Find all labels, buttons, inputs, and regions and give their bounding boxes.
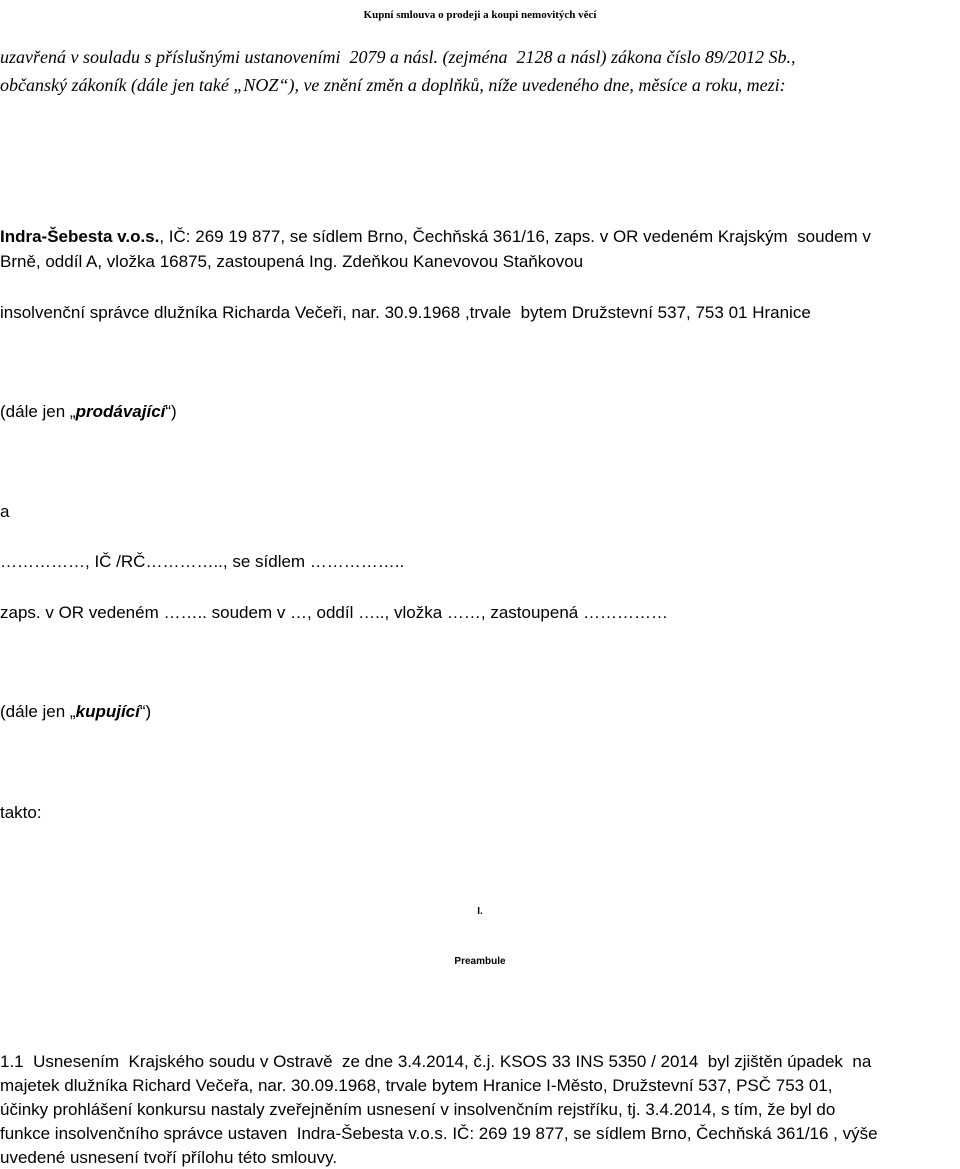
para-1-1-line-2: majetek dlužníka Richard Večeřa, nar. 30.09.1968, trvale bytem Hranice I-Město, Družstevní 537, PSČ 753 01,	[0, 1076, 833, 1095]
buyer-line-2: zaps. v OR vedeném …….. soudem v …, oddíl ….., vložka ……, zastoupená ……………	[0, 603, 668, 622]
intro-line-2: občanský zákoník (dále jen také „NOZ“), ve znění změn a doplňků, níže uvedeného dne, měsíce a roku, mezi:	[0, 75, 786, 95]
takto-label: takto:	[0, 803, 42, 822]
para-1-1-line-5: uvedené usnesení tvoří přílohu této smlouvy.	[0, 1148, 338, 1167]
seller-alias-prefix: (dále jen „	[0, 402, 76, 421]
buyer-alias-prefix: (dále jen „	[0, 702, 76, 721]
seller-line-1-rest: , IČ: 269 19 877, se sídlem Brno, Čechňská 361/16, zaps. v OR vedeném Krajským soudem v	[159, 227, 871, 246]
seller-alias-term: prodávající	[75, 402, 166, 421]
seller-line-3: insolvenční správce dlužníka Richarda Večeři, nar. 30.9.1968 ,trvale bytem Družstevní 537, 753 01 Hranice	[0, 303, 811, 322]
para-1-1-line-4-rest: IČ: 269 19 877, se sídlem Brno, Čechňská 361/16 , výše	[447, 1124, 878, 1143]
seller-line-1	[0, 226, 871, 248]
para-1-1-line-4	[0, 1123, 878, 1145]
buyer-alias	[0, 701, 151, 723]
buyer-alias-suffix: “)	[139, 702, 152, 721]
buyer-line-1: ……………, IČ /RČ………….., se sídlem ……………..	[0, 552, 405, 571]
intro-line-1: uzavřená v souladu s příslušnými ustanoveními 2079 a násl. (zejména 2128 a násl) zákona číslo 89/2012 Sb.,	[0, 47, 796, 67]
seller-alias	[0, 401, 177, 423]
para-1-1-line-4-prefix: funkce insolvenčního správce ustaven	[0, 1124, 297, 1143]
buyer-alias-term: kupující	[75, 702, 140, 721]
section-number: I.	[477, 906, 483, 917]
para-1-1-line-4-name: Indra-Šebesta v.o.s.	[296, 1124, 448, 1143]
para-1-1-line-1: 1.1 Usnesením Krajského soudu v Ostravě ze dne 3.4.2014, č.j. KSOS 33 INS 5350 / 2014 byl zjištěn úpadek na	[0, 1052, 872, 1071]
section-heading: Preambule	[454, 956, 506, 967]
para-1-1-line-3: účinky prohlášení konkursu nastaly zveřejněním usnesení v insolvenčním rejstříku, tj. 3.4.2014, s tím, že byl do	[0, 1100, 836, 1119]
seller-alias-suffix: “)	[165, 402, 177, 421]
document-title: Kupní smlouva o prodeji a koupi nemovitých věcí	[363, 9, 597, 21]
and-word: a	[0, 502, 10, 521]
seller-line-2: Brně, oddíl A, vložka 16875, zastoupená Ing. Zdeňkou Kanevovou Staňkovou	[0, 252, 584, 271]
seller-name: Indra-Šebesta v.o.s.	[0, 227, 160, 246]
